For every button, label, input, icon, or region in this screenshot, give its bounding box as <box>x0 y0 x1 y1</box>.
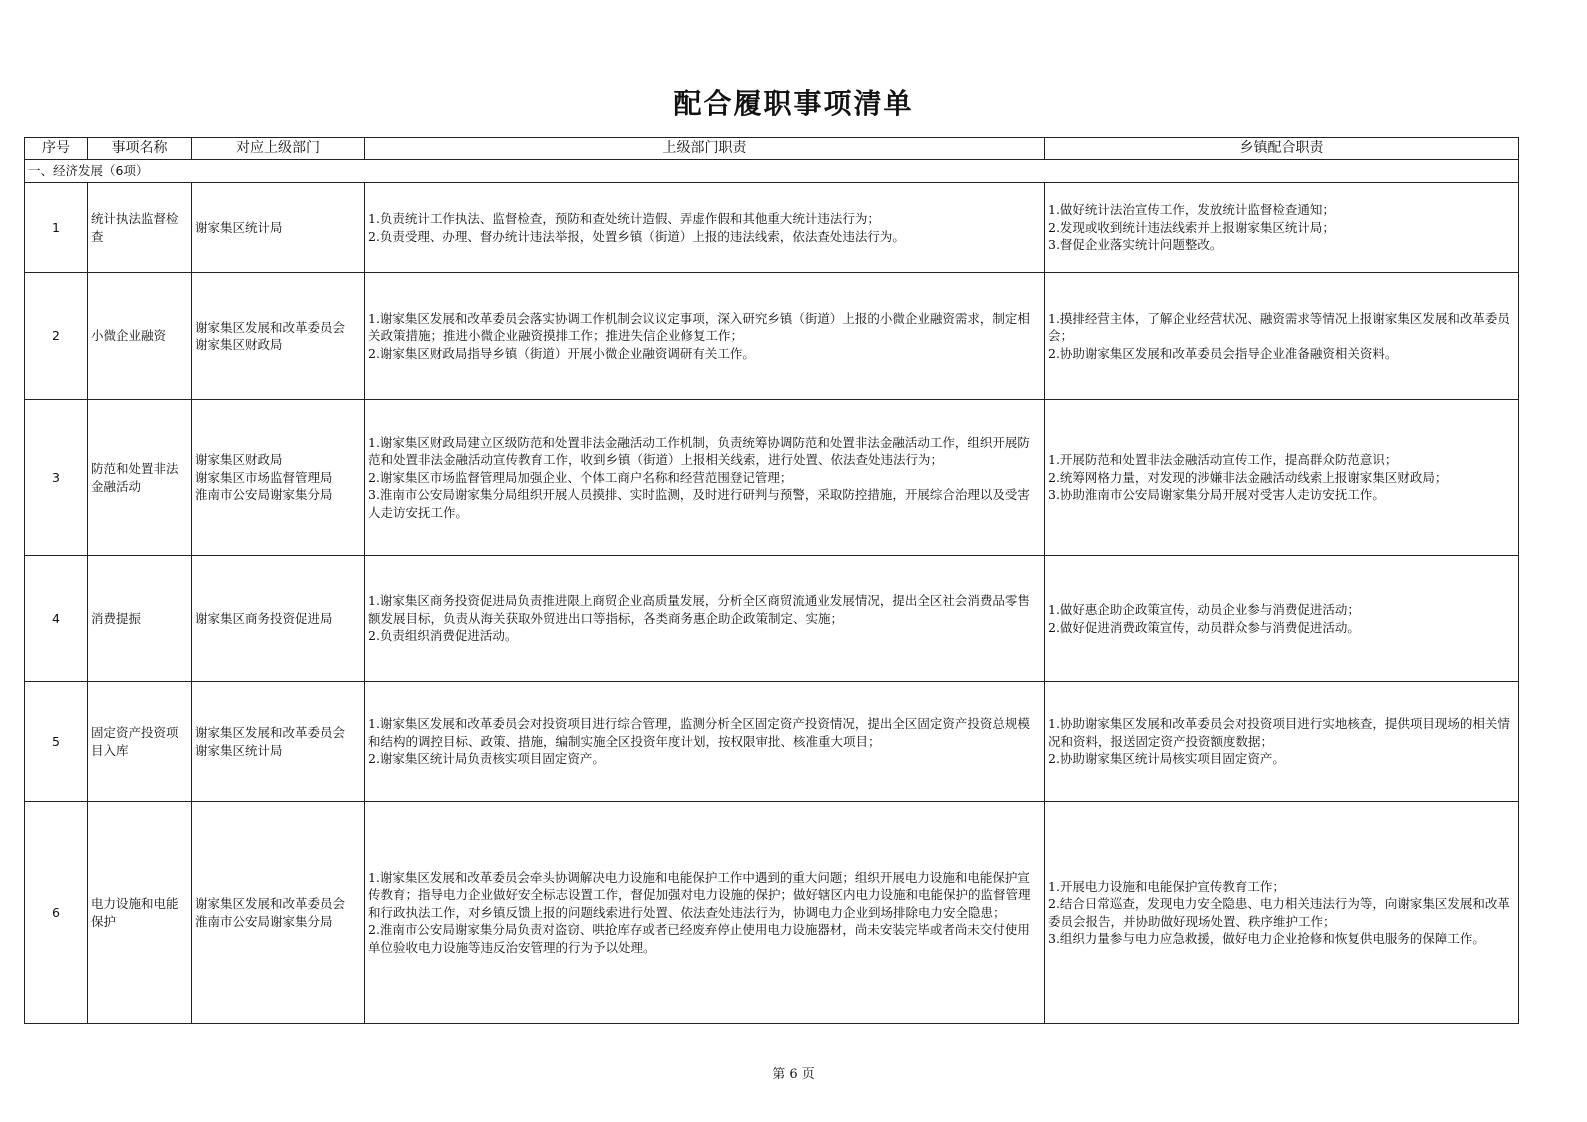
superior-department <box>192 682 365 802</box>
superior-department-line: 谢家集区财政局 <box>195 452 283 468</box>
superior-duty <box>365 400 1045 556</box>
township-duty-line: 1.开展防范和处置非法金融活动宣传工作，提高群众防范意识； <box>1048 452 1398 468</box>
superior-duty <box>365 682 1045 802</box>
township-duty-line: 3.组织力量参与电力应急救援，做好电力企业抢修和恢复供电服务的保障工作。 <box>1048 931 1485 946</box>
superior-duty-line: 2.负责组织消费促进活动。 <box>368 628 518 644</box>
row-number: 3 <box>25 400 88 556</box>
township-duty <box>1045 802 1519 1024</box>
superior-duty-line: 2.谢家集区财政局指导乡镇（街道）开展小微企业融资调研有关工作。 <box>368 345 755 361</box>
item-name: 消费提振 <box>88 556 192 682</box>
township-duty-line: 2.协助谢家集区发展和改革委员会指导企业准备融资相关资料。 <box>1048 345 1398 361</box>
header-name: 事项名称 <box>88 138 192 160</box>
township-duty-line: 1.做好惠企助企政策宣传，动员企业参与消费促进活动； <box>1048 602 1360 617</box>
superior-duty-line: 2.淮南市公安局谢家集分局负责对盗窃、哄抢库存或者已经废弃停止使用电力设施器材，尚未安装完毕或者尚未交付使用单位验收电力设施等违反治安管理的行为予以处理。 <box>368 922 1030 955</box>
item-name: 统计执法监督检查 <box>88 183 192 273</box>
superior-department <box>192 273 365 400</box>
superior-department <box>192 183 365 273</box>
superior-duty-line: 1.谢家集区发展和改革委员会落实协调工作机制会议议定事项，深入研究乡镇（街道）上报的小微企业融资需求，制定相关政策措施；推进小微企业融资摸排工作；推进失信企业修复工作； <box>368 310 1030 344</box>
superior-duty <box>365 802 1045 1024</box>
row-number: 2 <box>25 273 88 400</box>
header-dept: 对应上级部门 <box>192 138 365 160</box>
township-duty-line: 2.统筹网格力量，对发现的涉嫌非法金融活动线索上报谢家集区财政局； <box>1048 469 1448 485</box>
township-duty-line: 2.做好促进消费政策宣传，动员群众参与消费促进活动。 <box>1048 619 1360 635</box>
superior-duty-line: 1.谢家集区发展和改革委员会牵头协调解决电力设施和电能保护工作中遇到的重大问题；组织开展电力设施和电能保护宣传教育；指导电力企业做好安全标志设置工作，督促加强对电力设施的保护；做好辖区内电力设施和电能保护的监督管理和行政执法工作，对乡镇反馈上报的问题线索进行处置、依法查处违法行为，协调电力企业到场排除电力安全隐患； <box>368 869 1031 920</box>
header-coop: 乡镇配合职责 <box>1045 138 1519 160</box>
superior-department-line: 谢家集区市场监督管理局 <box>195 469 333 485</box>
item-name: 防范和处置非法金融活动 <box>88 400 192 556</box>
header-num: 序号 <box>25 138 88 160</box>
superior-department-line: 谢家集区统计局 <box>195 219 283 235</box>
section-heading: 一、经济发展（6项） <box>25 160 1519 183</box>
superior-department-line: 淮南市公安局谢家集分局 <box>195 487 333 503</box>
superior-duty-line: 1.谢家集区财政局建立区级防范和处置非法金融活动工作机制，负责统筹协调防范和处置非法金融活动工作，组织开展防范和处置非法金融活动宣传教育工作，收到乡镇（街道）上报相关线索，进行处置、依法查处违法行为； <box>368 434 1030 468</box>
superior-duty-line: 1.负责统计工作执法、监督检查，预防和查处统计造假、弄虚作假和其他重大统计违法行为； <box>368 211 880 226</box>
header-duty: 上级部门职责 <box>365 138 1045 160</box>
table-row <box>25 400 1519 556</box>
township-duty-line: 2.发现或收到统计违法线索并上报谢家集区统计局； <box>1048 219 1335 235</box>
page-title: 配合履职事项清单 <box>673 87 914 120</box>
table-row <box>25 802 1519 1024</box>
page-number: 第 6 页 <box>772 1067 815 1082</box>
item-name: 固定资产投资项目入库 <box>88 682 192 802</box>
township-duty <box>1045 400 1519 556</box>
superior-duty <box>365 556 1045 682</box>
superior-department <box>192 400 365 556</box>
township-duty-line: 1.协助谢家集区发展和改革委员会对投资项目进行实地核查，提供项目现场的相关情况和资料，报送固定资产投资额度数据； <box>1048 716 1510 749</box>
township-duty-line: 2.结合日常巡查，发现电力安全隐患、电力相关违法行为等，向谢家集区发展和改革委员会报告，并协助做好现场处置、秩序维护工作； <box>1048 896 1510 929</box>
township-duty <box>1045 682 1519 802</box>
superior-department <box>192 556 365 682</box>
superior-department-line: 谢家集区发展和改革委员会 <box>195 896 346 911</box>
superior-duty <box>365 273 1045 400</box>
duty-table <box>24 137 1519 1024</box>
superior-duty-line: 1.谢家集区商务投资促进局负责推进限上商贸企业高质量发展，分析全区商贸流通业发展情况，提出全区社会消费品零售额发展目标，负责从海关获取外贸进出口等指标，各类商务惠企助企政策制定、实施； <box>368 593 1030 626</box>
header-row <box>25 138 1519 160</box>
superior-department-line: 淮南市公安局谢家集分局 <box>195 913 333 929</box>
township-duty <box>1045 556 1519 682</box>
superior-department <box>192 802 365 1024</box>
township-duty-line: 1.开展电力设施和电能保护宣传教育工作； <box>1048 878 1285 894</box>
row-number: 1 <box>25 183 88 273</box>
superior-duty-line: 2.谢家集区市场监督管理局加强企业、个体工商户名称和经营范围登记管理； <box>368 469 793 485</box>
township-duty <box>1045 273 1519 400</box>
superior-duty-line: 1.谢家集区发展和改革委员会对投资项目进行综合管理，监测分析全区固定资产投资情况，提出全区固定资产投资总规模和结构的调控目标、政策、措施，编制实施全区投资年度计划，按权限审批、核准重大项目； <box>368 716 1030 749</box>
superior-department-line: 谢家集区发展和改革委员会 <box>195 319 346 335</box>
table-row <box>25 556 1519 682</box>
row-number: 5 <box>25 682 88 802</box>
item-name: 小微企业融资 <box>88 273 192 400</box>
section-row <box>25 160 1519 183</box>
table-row <box>25 682 1519 802</box>
township-duty-line: 2.协助谢家集区统计局核实项目固定资产。 <box>1048 751 1285 767</box>
superior-department-line: 谢家集区发展和改革委员会 <box>195 725 346 740</box>
superior-duty-line: 2.负责受理、办理、督办统计违法举报，处置乡镇（街道）上报的违法线索，依法查处违法行为。 <box>368 228 905 244</box>
superior-duty-line: 2.谢家集区统计局负责核实项目固定资产。 <box>368 751 605 767</box>
superior-duty-line: 3.淮南市公安局谢家集分局组织开展人员摸排、实时监测，及时进行研判与预警，采取防控措施，开展综合治理以及受害人走访安抚工作。 <box>368 487 1030 520</box>
township-duty-line: 1.做好统计法治宣传工作，发放统计监督检查通知； <box>1048 202 1335 218</box>
table-row <box>25 183 1519 273</box>
row-number: 6 <box>25 802 88 1024</box>
superior-department-line: 谢家集区财政局 <box>195 337 283 352</box>
township-duty-line: 3.协助淮南市公安局谢家集分局开展对受害人走访安抚工作。 <box>1048 487 1385 503</box>
table-row <box>25 273 1519 400</box>
superior-duty <box>365 183 1045 273</box>
superior-department-line: 谢家集区统计局 <box>195 742 283 758</box>
township-duty-line: 1.摸排经营主体，了解企业经营状况、融资需求等情况上报谢家集区发展和改革委员会； <box>1048 310 1510 344</box>
row-number: 4 <box>25 556 88 682</box>
item-name: 电力设施和电能保护 <box>88 802 192 1024</box>
township-duty-line: 3.督促企业落实统计问题整改。 <box>1048 237 1223 253</box>
township-duty <box>1045 183 1519 273</box>
superior-department-line: 谢家集区商务投资促进局 <box>195 610 333 626</box>
